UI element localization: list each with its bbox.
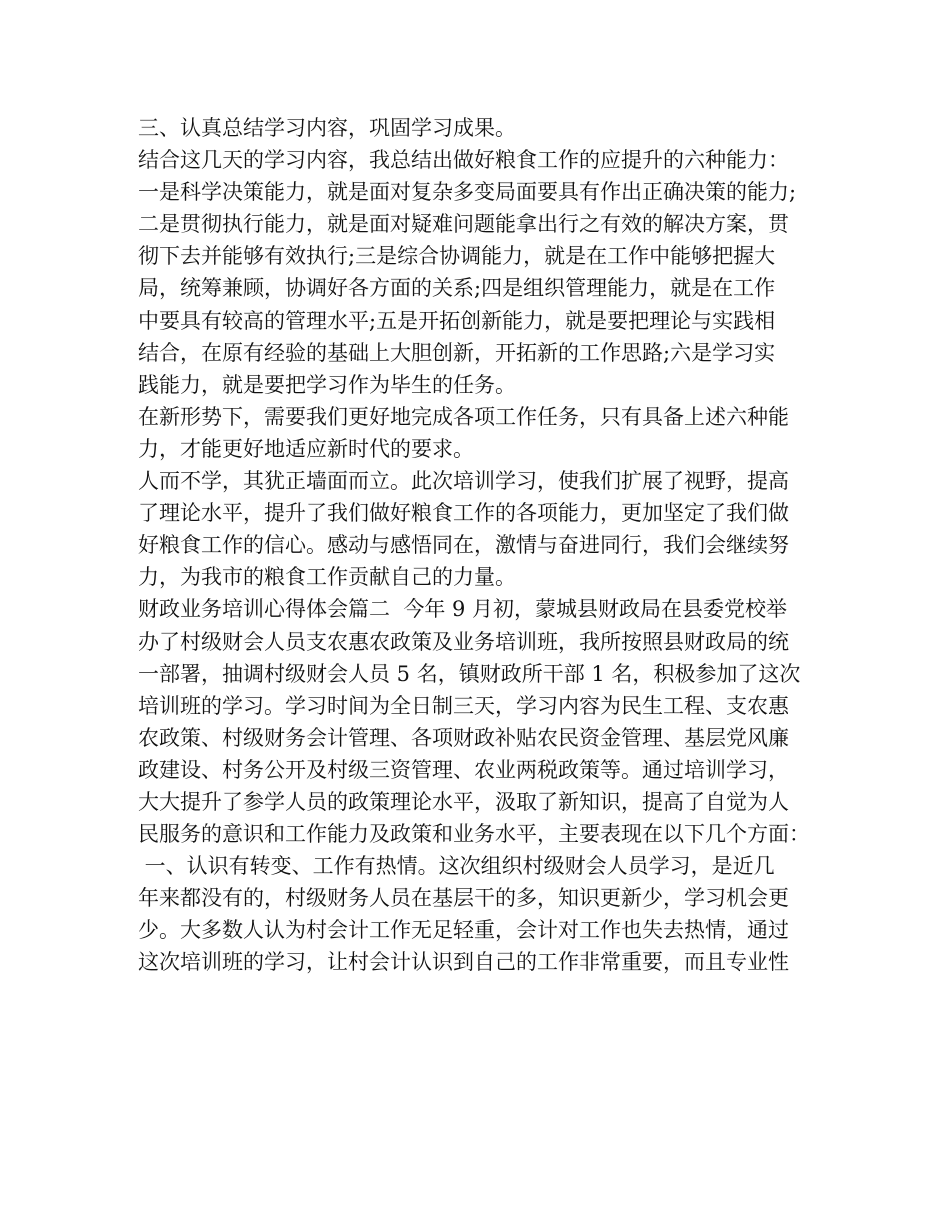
text-line: 少。大多数人认为村会计工作无足轻重，会计对工作也失去热情，通过 [138, 918, 789, 943]
text-line: 政建设、村务公开及村级三资管理、农业两税政策等。通过培训学习， [138, 757, 789, 782]
text-line: 人而不学，其犹正墙面而立。此次培训学习，使我们扩展了视野，提高 [138, 469, 789, 494]
text-line: 好粮食工作的信心。感动与感悟同在，激情与奋进同行，我们会继续努 [138, 533, 789, 558]
text-line: 一部署，抽调村级财会人员 5 名，镇财政所干部 1 名，积极参加了这次 [138, 661, 801, 686]
text-line: 农政策、村级财务会计管理、各项财政补贴农民资金管理、基层党风廉 [138, 725, 789, 750]
text-line: 彻下去并能够有效执行;三是综合协调能力，就是在工作中能够把握大 [138, 244, 776, 269]
text-line: 二是贯彻执行能力，就是面对疑难问题能拿出行之有效的解决方案，贯 [138, 212, 789, 237]
text-line: 这次培训班的学习，让村会计认识到自己的工作非常重要，而且专业性 [138, 950, 789, 975]
text-line: 办了村级财会人员支农惠农政策及业务培训班，我所按照县财政局的统 [138, 629, 789, 654]
text-line: 力，为我市的粮食工作贡献自己的力量。 [138, 565, 516, 590]
text-line: 力，才能更好地适应新时代的要求。 [138, 436, 474, 461]
text-line: 一、认识有转变、工作有热情。这次组织村级财会人员学习，是近几 [138, 854, 775, 879]
text-line: 一是科学决策能力，就是面对复杂多变局面要具有作出正确决策的能力; [138, 180, 797, 205]
text-line: 年来都没有的，村级财务人员在基层干的多，知识更新少，学习机会更 [138, 886, 789, 911]
text-line: 践能力，就是要把学习作为毕生的任务。 [138, 372, 516, 397]
text-line: 大大提升了参学人员的政策理论水平，汲取了新知识，提高了自觉为人 [138, 789, 789, 814]
text-line: 民服务的意识和工作能力及政策和业务水平，主要表现在以下几个方面： [138, 822, 810, 847]
text-line: 了理论水平，提升了我们做好粮食工作的各项能力，更加坚定了我们做 [138, 501, 789, 526]
text-line: 培训班的学习。学习时间为全日制三天，学习内容为民生工程、支农惠 [138, 693, 789, 718]
text-line: 财政业务培训心得体会篇二 今年 9 月初，蒙城县财政局在县委党校举 [138, 597, 788, 622]
document-body [138, 112, 828, 979]
text-line: 在新形势下，需要我们更好地完成各项工作任务，只有具备上述六种能 [138, 404, 789, 429]
text-line: 局，统筹兼顾，协调好各方面的关系;四是组织管理能力，就是在工作 [138, 276, 776, 301]
text-line: 中要具有较高的管理水平;五是开拓创新能力，就是要把理论与实践相 [138, 308, 776, 333]
text-line: 结合这几天的学习内容，我总结出做好粮食工作的应提升的六种能力： [138, 148, 789, 173]
text-line: 三、认真总结学习内容，巩固学习成果。 [138, 116, 516, 140]
text-line: 结合，在原有经验的基础上大胆创新，开拓新的工作思路;六是学习实 [138, 340, 776, 365]
